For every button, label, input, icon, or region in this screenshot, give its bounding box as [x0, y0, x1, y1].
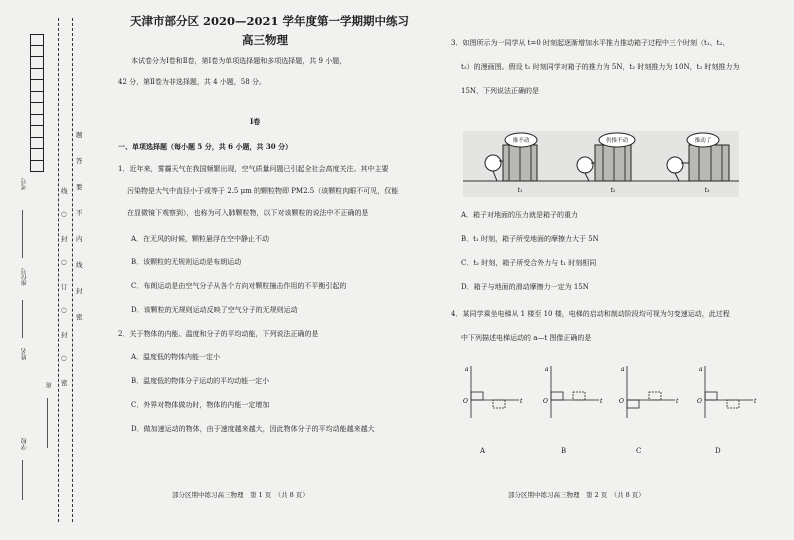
x-axis-label: t: [600, 398, 603, 405]
q3-line-3: 15N，下列说法正确的是: [461, 87, 540, 95]
graph-label-d: D: [715, 447, 721, 455]
score-cell[interactable]: [30, 46, 44, 58]
graph-label-c: C: [636, 447, 642, 455]
seal-line-char: 封: [61, 331, 68, 339]
seal-warning-char: 要: [76, 183, 83, 191]
y-axis-label: a: [545, 366, 549, 373]
bubble-text-1: 推不动: [512, 138, 530, 144]
score-cell[interactable]: [30, 34, 44, 46]
graph-label-b: B: [561, 447, 567, 455]
decel-phase-bar: [493, 400, 505, 408]
seal-warning-char: 线: [76, 261, 83, 269]
origin-label: O: [463, 398, 468, 405]
decel-phase-bar: [573, 392, 585, 400]
seal-warning-char: 内: [76, 235, 83, 243]
seal-line-char: 封: [61, 235, 68, 243]
fill-line-school: [22, 460, 23, 500]
time-label-t1: t₁: [517, 187, 523, 194]
q4-line-2: 中下列描述电梯运动的 a—t 图像正确的是: [461, 334, 592, 342]
score-cell[interactable]: [30, 57, 44, 69]
seal-warning-char: 不: [76, 209, 83, 217]
at-graph-b: [543, 366, 603, 418]
q3-line-1: 3．如图所示为一同学从 t=0 时刻起逐渐增加水平推力推动箱子过程中三个时刻（t₁、t₂、: [451, 39, 730, 47]
x-axis-label: t: [676, 398, 679, 405]
q3-cartoon-figure: [463, 131, 739, 197]
accel-phase-bar: [551, 392, 563, 400]
q3-option-a: A．箱子对地面的压力就是箱子的重力: [461, 211, 579, 219]
q2-option-c: C．外界对物体做功时，物体的内能一定增加: [131, 401, 270, 409]
q1-option-a: A．在无风的时候，颗粒悬浮在空中静止不动: [131, 235, 270, 243]
seal-line-char: 线: [61, 187, 68, 195]
q1-option-d: D．该颗粒的无规则运动反映了空气分子的无规则运动: [131, 306, 298, 314]
intro-line-2: 42 分，第Ⅱ卷为非选择题，共 4 小题，58 分。: [118, 78, 266, 86]
score-cell[interactable]: [30, 92, 44, 104]
q2-option-b: B．温度低的物体分子运动的平均动能一定小: [131, 377, 270, 385]
score-cell[interactable]: [30, 80, 44, 92]
accel-phase-bar: [471, 392, 483, 400]
q3-option-c: C．t₂ 时刻，箱子所受合外力与 t₁ 时刻相同: [461, 259, 597, 267]
class-label: 班: [46, 382, 53, 388]
at-graph-d: [697, 366, 757, 418]
score-cell[interactable]: [30, 149, 44, 161]
at-graph-a: [463, 366, 523, 418]
q2-option-a: A．温度低的物体内能一定小: [131, 353, 221, 361]
decel-phase-bar: [649, 392, 661, 400]
seal-warning-char: 题: [76, 131, 83, 139]
fill-line-seat: [22, 300, 23, 338]
q3-option-d: D．箱子与地面的滑动摩擦力一定为 15N: [461, 283, 589, 291]
y-axis-label: a: [465, 366, 469, 373]
q4-line-1: 4．某同学乘坐电梯从 1 楼至 10 楼，电梯的启动和制动阶段均可视为匀变速运动，此过程: [451, 310, 730, 318]
origin-label: O: [543, 398, 548, 405]
q3-option-b: B．t₁ 时刻，箱子所受地面的摩擦力大于 5N: [461, 235, 599, 243]
school-label: 学校: [21, 438, 28, 450]
seal-line-char: 订: [61, 283, 68, 291]
seal-dashed-line-outer: [58, 18, 59, 522]
score-cell[interactable]: [30, 126, 44, 138]
bubble-text-2: 仍推不动: [605, 138, 629, 144]
page2-footer: 部分区期中练习高三物理 第 2 页 （共 8 页）: [508, 491, 645, 499]
intro-line-1: 本试卷分为Ⅰ卷和Ⅱ卷，第Ⅰ卷为单项选择题和多项选择题，共 9 小题，: [131, 57, 347, 65]
seal-warning-char: 封: [76, 287, 83, 295]
bubble-text-3: 推动了: [694, 138, 712, 144]
seal-warning-char: 密: [76, 313, 83, 321]
at-graph-c: [619, 366, 679, 418]
x-axis-label: t: [520, 398, 523, 405]
accel-phase-bar: [705, 392, 717, 400]
seal-line-char: ○: [61, 354, 67, 362]
q1-option-c: C．布朗运动是由空气分子从各个方向对颗粒撞击作用的不平衡引起的: [131, 282, 347, 290]
seal-line-char: 密: [61, 379, 68, 387]
fill-line-class: [47, 398, 48, 448]
binding-strip: [0, 0, 110, 540]
q1-line-1: 1．近年来，雾霾天气在我国频繁出现，空气质量问题已引起全社会高度关注。其中主要: [118, 165, 389, 173]
seal-dashed-line-inner: [72, 18, 73, 522]
origin-label: O: [619, 398, 624, 405]
score-cell[interactable]: [30, 69, 44, 81]
fill-line-exam: [22, 210, 23, 258]
exam-number-label: 考号: [21, 178, 28, 190]
seat-number-label: 座位号: [21, 268, 28, 286]
q2-option-d: D．做加速运动的物体，由于速度越来越大，因此物体分子的平均动能越来越大: [131, 425, 375, 433]
seal-warning-char: 答: [76, 157, 83, 165]
q1-option-b: B．该颗粒的无规则运动是布朗运动: [131, 258, 242, 266]
name-label: 姓名: [21, 348, 28, 360]
score-cell[interactable]: [30, 103, 44, 115]
score-table: [30, 34, 44, 172]
y-axis-label: a: [699, 366, 703, 373]
q2-stem: 2．关于物体的内能、温度和分子的平均动能，下列说法正确的是: [118, 330, 319, 338]
seal-line-char: ○: [61, 258, 67, 266]
time-label-t2: t₂: [610, 187, 616, 194]
accel-phase-bar: [627, 400, 639, 408]
exam-title: 天津市部分区 2020—2021 学年度第一学期期中练习: [130, 14, 410, 28]
time-label-t3: t₃: [704, 187, 710, 194]
seal-line-char: ○: [61, 210, 67, 218]
score-cell[interactable]: [30, 138, 44, 150]
q4-graphs: [455, 362, 775, 422]
x-axis-label: t: [754, 398, 757, 405]
score-cell[interactable]: [30, 161, 44, 173]
decel-phase-bar: [727, 400, 739, 408]
section-heading: Ⅰ卷: [250, 117, 261, 126]
graph-label-a: A: [480, 447, 486, 455]
part1-heading: 一、单项选择题（每小题 5 分，共 6 小题，共 30 分）: [118, 142, 293, 151]
q3-line-2: t₃）的漫画图。假设 t₁ 时刻同学对箱子的推力为 5N，t₂ 时刻推力为 10N，t₃ 时刻推力为: [461, 63, 740, 71]
q1-line-2: 污染物是大气中直径小于或等于 2.5 μm 的颗粒物即 PM2.5（该颗粒肉眼不可见，仅能: [127, 187, 399, 195]
origin-label: O: [697, 398, 702, 405]
y-axis-label: a: [621, 366, 625, 373]
page1-footer: 部分区期中练习高三物理 第 1 页 （共 8 页）: [172, 491, 309, 499]
seal-line-char: ○: [61, 306, 67, 314]
score-cell[interactable]: [30, 115, 44, 127]
q1-line-3: 在显微镜下观察到），也称为可入肺颗粒物，以下对该颗粒的说法中不正确的是: [127, 209, 369, 217]
exam-subtitle: 高三物理: [242, 33, 288, 47]
